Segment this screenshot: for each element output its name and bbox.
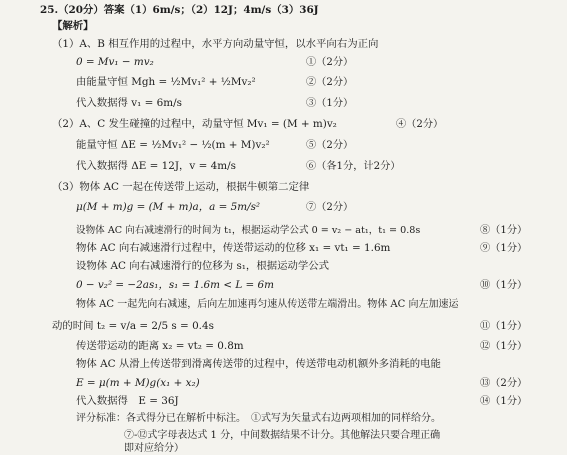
- line-6: 能量守恒 ΔE = ½Mv₁² − ½(m + M)v₂²: [76, 139, 270, 151]
- line-10: 设物体 AC 向右减速滑行的时间为 t₁，根据运动学公式 0 = v₂ − at₁，t₁ = 0.8s: [76, 225, 421, 236]
- score-19: ⑭（1分）: [480, 396, 528, 407]
- line-7: 代入数据得 ΔE = 12J，v = 4m/s: [76, 160, 236, 172]
- line-21: ⑦-⑫式字母表达式 1 分，中间数据结果不计分。其他解法只要合理正确: [124, 430, 441, 441]
- line-22: 即对应给分）: [124, 443, 184, 454]
- line-3: 由能量守恒 Mgh = ½Mv₁² + ½Mv₂²: [76, 76, 256, 88]
- score-13: ⑩（1分）: [480, 280, 528, 291]
- line-19: 代入数据得 E = 36J: [76, 395, 179, 407]
- score-9: ⑦（2分）: [306, 202, 354, 213]
- score-11: ⑨（1分）: [480, 243, 528, 254]
- score-7: ⑥（各1分，计2分）: [306, 161, 401, 172]
- line-11: 物体 AC 向右减速滑行过程中，传送带运动的位移 x₁ = vt₁ = 1.6m: [76, 242, 391, 254]
- line-8: （3）物体 AC 一起在传送带上运动，根据牛顿第二定律: [52, 181, 310, 193]
- line-17: 物体 AC 从滑上传送带到滑离传送带的过程中，传送带电动机额外多消耗的电能: [76, 358, 441, 370]
- line-5: （2）A、C 发生碰撞的过程中，动量守恒 Mv₁ = (M + m)v₂: [52, 118, 337, 130]
- line-20: 评分标准：各式得分已在解析中标注。 ①式写为矢量式右边两项相加的同样给分。: [76, 413, 441, 424]
- line-13: 0 − v₂² = −2as₁，s₁ = 1.6m < L = 6m: [76, 279, 275, 291]
- line-18: E = μ(m + M)g(x₁ + x₂): [76, 377, 200, 389]
- score-10: ⑧（1分）: [480, 225, 528, 236]
- line-16: 传送带运动的距离 x₂ = vt₂ = 0.8m: [76, 340, 244, 352]
- line-1: （1）A、B 相互作用的过程中，水平方向动量守恒，以水平向右为正向: [52, 38, 379, 50]
- line-15: 动的时间 t₂ = v/a = 2/5 s = 0.4s: [52, 320, 214, 332]
- score-2: ①（2分）: [306, 57, 354, 68]
- score-18: ⑬（2分）: [480, 378, 528, 389]
- score-5: ④（2分）: [396, 119, 444, 130]
- score-3: ②（2分）: [306, 77, 354, 88]
- score-6: ⑤（2分）: [306, 140, 354, 151]
- score-16: ⑫（1分）: [480, 341, 528, 352]
- line-9: μ(M + m)g = (M + m)a，a = 5m/s²: [76, 201, 261, 213]
- line-12: 设物体 AC 向右减速滑行的位移为 s₁，根据运动学公式: [76, 260, 330, 272]
- line-2: 0 = Mv₁ − mv₂: [76, 56, 154, 68]
- line-14: 物体 AC 一起先向右减速，后向左加速再匀速从传送带左端滑出。物体 AC 向左加速运: [76, 299, 459, 310]
- line-4: 代入数据得 v₁ = 6m/s: [76, 97, 182, 109]
- answer-header: 25.（20分）答案（1）6m/s；（2）12J；4m/s（3）36J: [40, 4, 319, 16]
- score-15: ⑪（1分）: [480, 321, 528, 332]
- section-label: 【解析】: [52, 20, 94, 32]
- score-4: ③（1分）: [306, 98, 354, 109]
